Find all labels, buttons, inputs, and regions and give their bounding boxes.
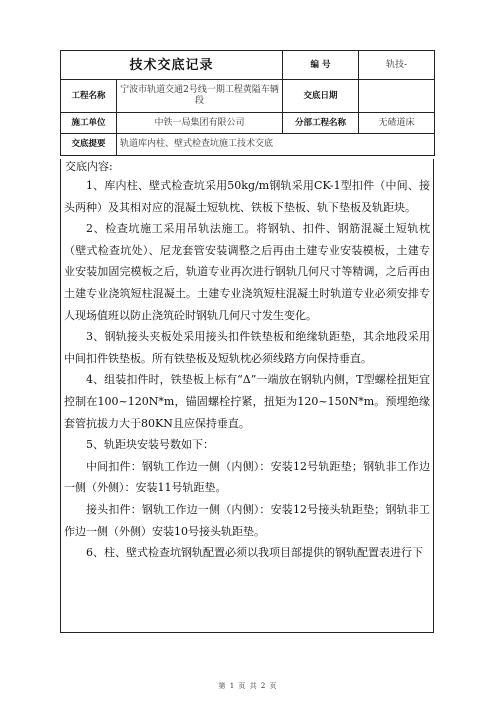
construction-unit-value: 中铁一局集团有限公司 [117, 113, 283, 134]
paragraph-1: 1、库内柱、壁式检查坑采用50kg/m钢轨采用CK-1型扣件（中间、接头两种）及其相对应的混凝土短轨枕、铁板下垫板、轨下垫板及轨距块。 [64, 179, 430, 214]
paragraph-4: 4、组装扣件时，铁垫板上标有“Δ”一端放在钢轨内侧，T型螺栓扭矩宜控制在100~120N*m，锚固螺栓拧紧，扭矩为120~150N*m。预埋绝缘套管抗拔力大于80KN且应保持垂直。 [64, 373, 430, 430]
paragraph-6: 中间扣件：钢轨工作边一侧（内侧）：安装12号轨距垫；钢轨非工作边一侧（外侧）：安装11号轨距垫。 [64, 459, 430, 495]
paragraph-3: 3、钢轨接头夹板处采用接头扣件铁垫板和绝缘轨距垫，其余地段采用中间扣件铁垫板。所有铁垫板及短轨枕必须线路方向保持垂直。 [64, 330, 430, 365]
paragraph-2: 2、检查坑施工采用吊轨法施工。将钢轨、扣件、钢筋混凝土短轨枕（壁式检查坑处）、尼龙套管安装调整之后再由土建专业安装模板，土建专业安装加固完模板之后，轨道专业再次进行钢轨几何尺寸等精调，之后再由土建专业浇筑短柱混凝土。土建专业浇筑短柱混凝土时轨道专业必须安排专人现场值班以防止浇筑砼时钢轨几何尺寸发生变化。 [64, 222, 430, 322]
header-table [60, 50, 435, 156]
project-name-value: 宁波市轨道交通2号线一期工程黄隘车辆段 [117, 80, 283, 113]
subproject-value: 无碴道床 [359, 113, 435, 134]
subject-value: 轨道库内柱、壁式检查坑施工技术交底 [117, 134, 435, 156]
subproject-label: 分部工程名称 [283, 113, 359, 134]
date-label: 交底日期 [283, 80, 359, 113]
content-box [60, 159, 434, 633]
date-value [359, 80, 435, 113]
number-label: 编 号 [283, 51, 359, 80]
paragraph-5: 5、轨距块安装号数如下： [86, 438, 214, 452]
record-sheet [60, 50, 434, 633]
content-heading: 交底内容: [65, 160, 113, 173]
page-footer: 第 1 页 共 2 页 [218, 682, 278, 690]
document-title: 技术交底记录 [61, 51, 283, 80]
project-name-label: 工程名称 [61, 80, 117, 113]
paragraph-7: 接头扣件：钢轨工作边一侧（内侧）：安装12号接头轨距垫；钢轨非工作边一侧（外侧）安装10号接头轨距垫。 [64, 502, 430, 538]
number-value: 轨技- [359, 51, 435, 80]
construction-unit-label: 施工单位 [61, 113, 117, 134]
subject-label: 交底提要 [61, 134, 117, 156]
paragraph-8: 6、柱、壁式检查坑钢轨配置必须以我项目部提供的钢轨配置表进行下 [86, 546, 423, 560]
